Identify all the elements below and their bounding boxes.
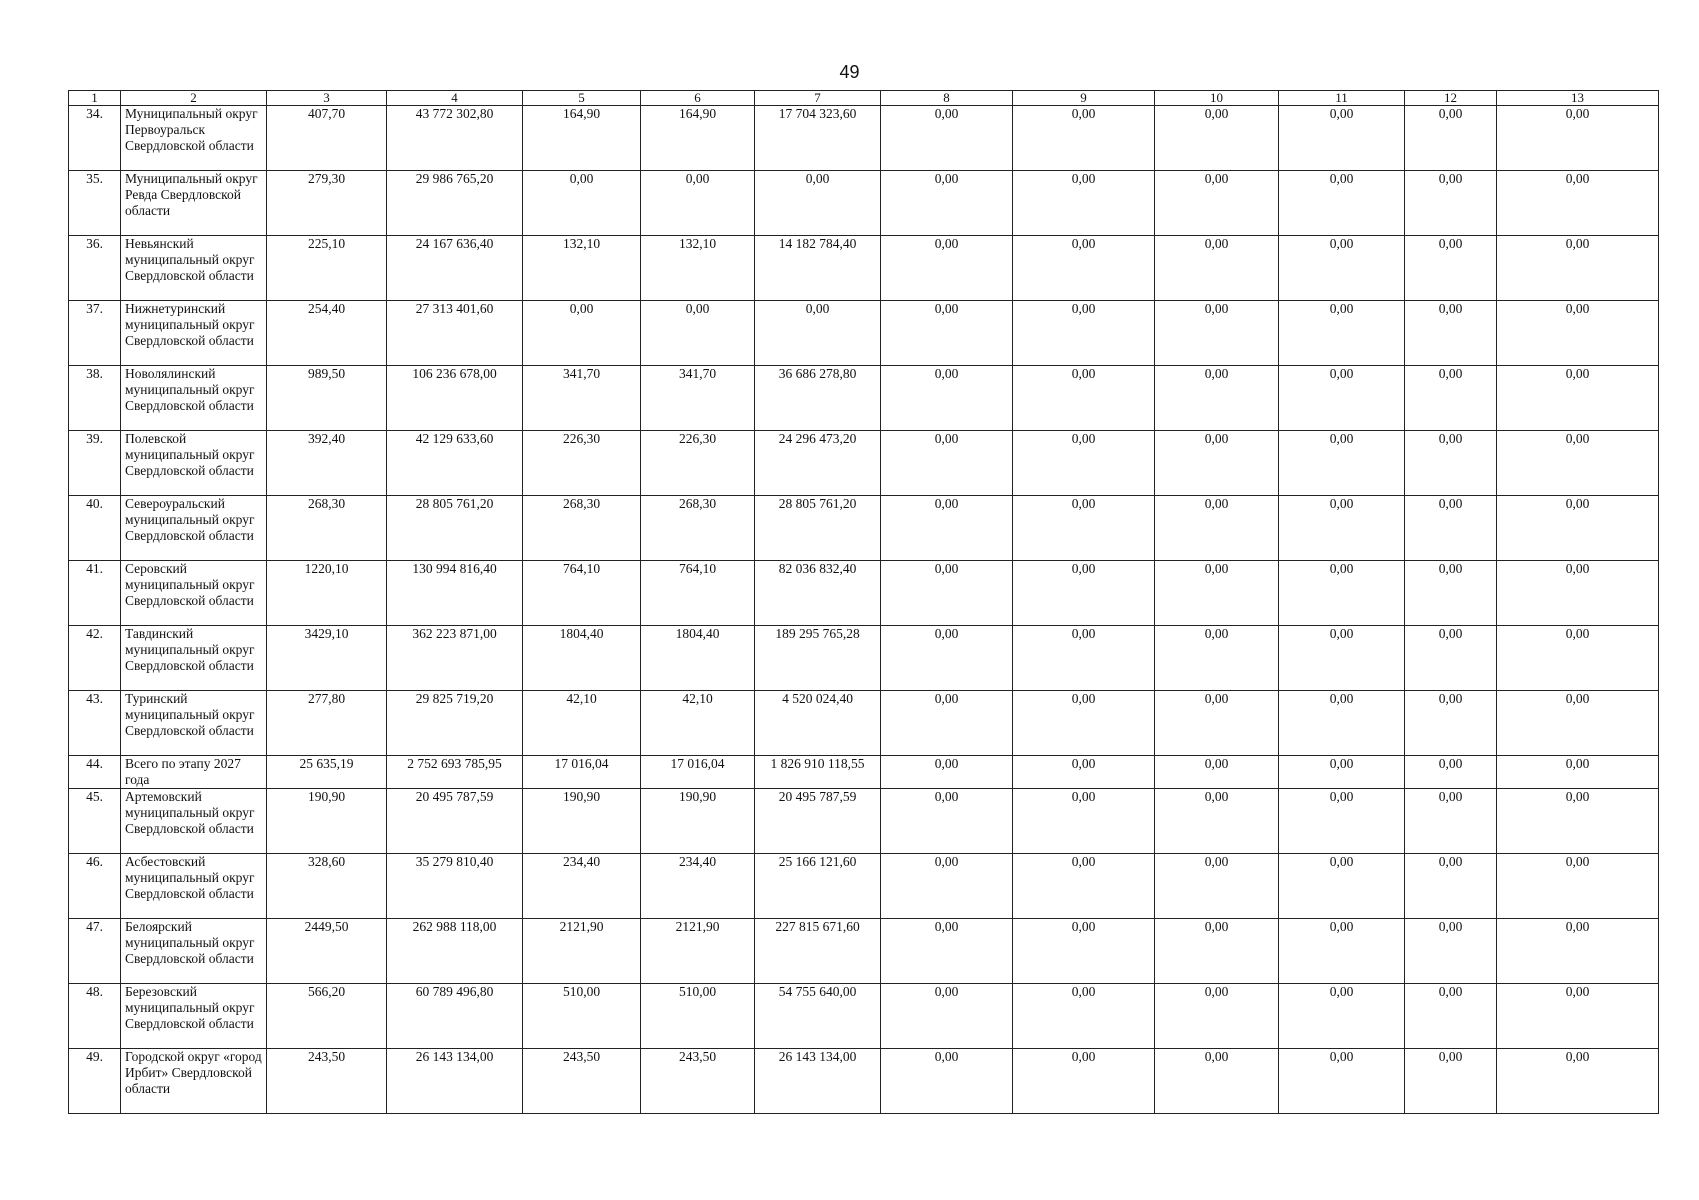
col-9-value: 0,00 — [1013, 756, 1155, 789]
col-13-value: 0,00 — [1497, 626, 1659, 691]
col-8-value: 0,00 — [881, 854, 1013, 919]
col-9-value: 0,00 — [1013, 561, 1155, 626]
col-13-value: 0,00 — [1497, 431, 1659, 496]
table-row — [69, 626, 1659, 691]
col-3-value: 392,40 — [267, 431, 387, 496]
col-8-value: 0,00 — [881, 626, 1013, 691]
col-10-value: 0,00 — [1155, 789, 1279, 854]
col-5-value: 132,10 — [523, 236, 641, 301]
col-10-value: 0,00 — [1155, 854, 1279, 919]
col-5-value: 234,40 — [523, 854, 641, 919]
col-6-value: 234,40 — [641, 854, 755, 919]
col-11-value: 0,00 — [1279, 431, 1405, 496]
table-row — [69, 301, 1659, 366]
col-4-value: 43 772 302,80 — [387, 106, 523, 171]
col-10-value: 0,00 — [1155, 236, 1279, 301]
column-header: 4 — [387, 91, 523, 106]
col-4-value: 29 825 719,20 — [387, 691, 523, 756]
column-header: 1 — [69, 91, 121, 106]
col-3-value: 566,20 — [267, 984, 387, 1049]
data-table — [68, 90, 1659, 1114]
col-13-value: 0,00 — [1497, 756, 1659, 789]
col-11-value: 0,00 — [1279, 301, 1405, 366]
column-header: 5 — [523, 91, 641, 106]
table-row — [69, 854, 1659, 919]
col-5-value: 341,70 — [523, 366, 641, 431]
col-12-value: 0,00 — [1405, 984, 1497, 1049]
municipality-name: Муниципальный округ Первоуральск Свердловской области — [121, 106, 267, 171]
col-6-value: 341,70 — [641, 366, 755, 431]
col-5-value: 2121,90 — [523, 919, 641, 984]
column-header: 7 — [755, 91, 881, 106]
col-6-value: 0,00 — [641, 171, 755, 236]
column-header: 6 — [641, 91, 755, 106]
col-4-value: 60 789 496,80 — [387, 984, 523, 1049]
column-header: 2 — [121, 91, 267, 106]
col-8-value: 0,00 — [881, 366, 1013, 431]
municipality-name: Невьянский муниципальный округ Свердловской области — [121, 236, 267, 301]
table-row — [69, 236, 1659, 301]
header-row — [69, 91, 1659, 106]
col-5-value: 764,10 — [523, 561, 641, 626]
col-12-value: 0,00 — [1405, 756, 1497, 789]
row-number: 44. — [69, 756, 121, 789]
col-11-value: 0,00 — [1279, 171, 1405, 236]
col-8-value: 0,00 — [881, 431, 1013, 496]
col-7-value: 54 755 640,00 — [755, 984, 881, 1049]
col-9-value: 0,00 — [1013, 431, 1155, 496]
col-6-value: 0,00 — [641, 301, 755, 366]
col-12-value: 0,00 — [1405, 789, 1497, 854]
col-3-value: 225,10 — [267, 236, 387, 301]
col-7-value: 227 815 671,60 — [755, 919, 881, 984]
col-7-value: 17 704 323,60 — [755, 106, 881, 171]
municipality-name: Березовский муниципальный округ Свердловской области — [121, 984, 267, 1049]
col-3-value: 243,50 — [267, 1049, 387, 1114]
col-12-value: 0,00 — [1405, 236, 1497, 301]
col-6-value: 510,00 — [641, 984, 755, 1049]
col-10-value: 0,00 — [1155, 984, 1279, 1049]
col-13-value: 0,00 — [1497, 496, 1659, 561]
col-4-value: 35 279 810,40 — [387, 854, 523, 919]
col-3-value: 25 635,19 — [267, 756, 387, 789]
col-11-value: 0,00 — [1279, 1049, 1405, 1114]
col-9-value: 0,00 — [1013, 919, 1155, 984]
col-8-value: 0,00 — [881, 301, 1013, 366]
col-6-value: 2121,90 — [641, 919, 755, 984]
col-12-value: 0,00 — [1405, 171, 1497, 236]
col-3-value: 277,80 — [267, 691, 387, 756]
col-5-value: 510,00 — [523, 984, 641, 1049]
col-9-value: 0,00 — [1013, 789, 1155, 854]
col-5-value: 226,30 — [523, 431, 641, 496]
municipality-name: Туринский муниципальный округ Свердловской области — [121, 691, 267, 756]
table-row — [69, 106, 1659, 171]
col-7-value: 1 826 910 118,55 — [755, 756, 881, 789]
table-row — [69, 561, 1659, 626]
col-9-value: 0,00 — [1013, 984, 1155, 1049]
row-number: 37. — [69, 301, 121, 366]
col-7-value: 14 182 784,40 — [755, 236, 881, 301]
row-number: 36. — [69, 236, 121, 301]
col-11-value: 0,00 — [1279, 854, 1405, 919]
col-4-value: 42 129 633,60 — [387, 431, 523, 496]
col-6-value: 226,30 — [641, 431, 755, 496]
table-row — [69, 919, 1659, 984]
col-13-value: 0,00 — [1497, 561, 1659, 626]
table-row — [69, 984, 1659, 1049]
col-8-value: 0,00 — [881, 496, 1013, 561]
col-3-value: 2449,50 — [267, 919, 387, 984]
col-11-value: 0,00 — [1279, 919, 1405, 984]
page-number: 49 — [839, 62, 860, 82]
col-3-value: 407,70 — [267, 106, 387, 171]
col-5-value: 1804,40 — [523, 626, 641, 691]
col-9-value: 0,00 — [1013, 366, 1155, 431]
col-5-value: 17 016,04 — [523, 756, 641, 789]
col-5-value: 0,00 — [523, 171, 641, 236]
municipality-name: Всего по этапу 2027 года — [121, 756, 267, 789]
municipality-name: Новолялинский муниципальный округ Свердловской области — [121, 366, 267, 431]
col-9-value: 0,00 — [1013, 301, 1155, 366]
col-8-value: 0,00 — [881, 236, 1013, 301]
col-8-value: 0,00 — [881, 789, 1013, 854]
col-10-value: 0,00 — [1155, 561, 1279, 626]
col-8-value: 0,00 — [881, 171, 1013, 236]
row-number: 40. — [69, 496, 121, 561]
col-7-value: 36 686 278,80 — [755, 366, 881, 431]
row-number: 39. — [69, 431, 121, 496]
col-9-value: 0,00 — [1013, 236, 1155, 301]
col-5-value: 190,90 — [523, 789, 641, 854]
col-12-value: 0,00 — [1405, 561, 1497, 626]
col-3-value: 279,30 — [267, 171, 387, 236]
col-3-value: 268,30 — [267, 496, 387, 561]
col-11-value: 0,00 — [1279, 756, 1405, 789]
col-6-value: 132,10 — [641, 236, 755, 301]
col-12-value: 0,00 — [1405, 1049, 1497, 1114]
col-6-value: 243,50 — [641, 1049, 755, 1114]
col-11-value: 0,00 — [1279, 236, 1405, 301]
col-13-value: 0,00 — [1497, 171, 1659, 236]
col-7-value: 25 166 121,60 — [755, 854, 881, 919]
col-10-value: 0,00 — [1155, 431, 1279, 496]
column-header: 11 — [1279, 91, 1405, 106]
col-12-value: 0,00 — [1405, 431, 1497, 496]
col-10-value: 0,00 — [1155, 496, 1279, 561]
table-row — [69, 366, 1659, 431]
col-12-value: 0,00 — [1405, 626, 1497, 691]
col-12-value: 0,00 — [1405, 106, 1497, 171]
col-7-value: 26 143 134,00 — [755, 1049, 881, 1114]
table-row — [69, 1049, 1659, 1114]
col-7-value: 20 495 787,59 — [755, 789, 881, 854]
municipality-name: Серовский муниципальный округ Свердловской области — [121, 561, 267, 626]
table-row — [69, 171, 1659, 236]
col-5-value: 164,90 — [523, 106, 641, 171]
col-9-value: 0,00 — [1013, 626, 1155, 691]
table-row — [69, 691, 1659, 756]
col-7-value: 28 805 761,20 — [755, 496, 881, 561]
col-12-value: 0,00 — [1405, 854, 1497, 919]
municipality-name: Североуральский муниципальный округ Свердловской области — [121, 496, 267, 561]
col-10-value: 0,00 — [1155, 106, 1279, 171]
column-header: 10 — [1155, 91, 1279, 106]
col-11-value: 0,00 — [1279, 496, 1405, 561]
col-4-value: 262 988 118,00 — [387, 919, 523, 984]
col-12-value: 0,00 — [1405, 496, 1497, 561]
col-8-value: 0,00 — [881, 1049, 1013, 1114]
col-11-value: 0,00 — [1279, 106, 1405, 171]
col-3-value: 3429,10 — [267, 626, 387, 691]
col-7-value: 189 295 765,28 — [755, 626, 881, 691]
col-11-value: 0,00 — [1279, 561, 1405, 626]
col-9-value: 0,00 — [1013, 1049, 1155, 1114]
col-13-value: 0,00 — [1497, 106, 1659, 171]
row-number: 41. — [69, 561, 121, 626]
col-5-value: 268,30 — [523, 496, 641, 561]
table-body — [69, 106, 1659, 1114]
row-number: 49. — [69, 1049, 121, 1114]
row-number: 43. — [69, 691, 121, 756]
table-row — [69, 789, 1659, 854]
col-11-value: 0,00 — [1279, 789, 1405, 854]
col-3-value: 1220,10 — [267, 561, 387, 626]
col-13-value: 0,00 — [1497, 366, 1659, 431]
col-11-value: 0,00 — [1279, 691, 1405, 756]
column-header: 13 — [1497, 91, 1659, 106]
col-10-value: 0,00 — [1155, 626, 1279, 691]
col-13-value: 0,00 — [1497, 1049, 1659, 1114]
col-13-value: 0,00 — [1497, 919, 1659, 984]
row-number: 48. — [69, 984, 121, 1049]
col-6-value: 17 016,04 — [641, 756, 755, 789]
municipality-name: Белоярский муниципальный округ Свердловской области — [121, 919, 267, 984]
col-13-value: 0,00 — [1497, 789, 1659, 854]
col-9-value: 0,00 — [1013, 496, 1155, 561]
col-4-value: 20 495 787,59 — [387, 789, 523, 854]
col-9-value: 0,00 — [1013, 691, 1155, 756]
col-12-value: 0,00 — [1405, 301, 1497, 366]
col-11-value: 0,00 — [1279, 626, 1405, 691]
column-header: 3 — [267, 91, 387, 106]
column-header: 9 — [1013, 91, 1155, 106]
col-13-value: 0,00 — [1497, 691, 1659, 756]
col-3-value: 989,50 — [267, 366, 387, 431]
row-number: 46. — [69, 854, 121, 919]
municipality-name: Артемовский муниципальный округ Свердловской области — [121, 789, 267, 854]
col-4-value: 362 223 871,00 — [387, 626, 523, 691]
col-9-value: 0,00 — [1013, 854, 1155, 919]
col-6-value: 1804,40 — [641, 626, 755, 691]
row-number: 38. — [69, 366, 121, 431]
row-number: 34. — [69, 106, 121, 171]
municipality-name: Полевской муниципальный округ Свердловской области — [121, 431, 267, 496]
col-13-value: 0,00 — [1497, 301, 1659, 366]
col-4-value: 27 313 401,60 — [387, 301, 523, 366]
col-4-value: 24 167 636,40 — [387, 236, 523, 301]
col-4-value: 29 986 765,20 — [387, 171, 523, 236]
col-6-value: 42,10 — [641, 691, 755, 756]
municipality-name: Муниципальный округ Ревда Свердловской области — [121, 171, 267, 236]
municipality-name: Городской округ «город Ирбит» Свердловской области — [121, 1049, 267, 1114]
table-row — [69, 756, 1659, 789]
col-9-value: 0,00 — [1013, 106, 1155, 171]
col-4-value: 26 143 134,00 — [387, 1049, 523, 1114]
col-3-value: 328,60 — [267, 854, 387, 919]
col-11-value: 0,00 — [1279, 984, 1405, 1049]
row-number: 47. — [69, 919, 121, 984]
col-10-value: 0,00 — [1155, 919, 1279, 984]
table-row — [69, 496, 1659, 561]
col-10-value: 0,00 — [1155, 301, 1279, 366]
column-header: 8 — [881, 91, 1013, 106]
col-10-value: 0,00 — [1155, 171, 1279, 236]
col-4-value: 2 752 693 785,95 — [387, 756, 523, 789]
col-6-value: 164,90 — [641, 106, 755, 171]
col-9-value: 0,00 — [1013, 171, 1155, 236]
col-8-value: 0,00 — [881, 919, 1013, 984]
col-3-value: 190,90 — [267, 789, 387, 854]
col-8-value: 0,00 — [881, 106, 1013, 171]
col-6-value: 268,30 — [641, 496, 755, 561]
column-header: 12 — [1405, 91, 1497, 106]
col-5-value: 0,00 — [523, 301, 641, 366]
col-6-value: 764,10 — [641, 561, 755, 626]
col-7-value: 82 036 832,40 — [755, 561, 881, 626]
col-13-value: 0,00 — [1497, 984, 1659, 1049]
row-number: 45. — [69, 789, 121, 854]
col-11-value: 0,00 — [1279, 366, 1405, 431]
col-7-value: 4 520 024,40 — [755, 691, 881, 756]
col-4-value: 106 236 678,00 — [387, 366, 523, 431]
col-7-value: 0,00 — [755, 171, 881, 236]
col-10-value: 0,00 — [1155, 756, 1279, 789]
col-4-value: 130 994 816,40 — [387, 561, 523, 626]
col-8-value: 0,00 — [881, 691, 1013, 756]
col-12-value: 0,00 — [1405, 691, 1497, 756]
col-7-value: 0,00 — [755, 301, 881, 366]
col-3-value: 254,40 — [267, 301, 387, 366]
col-12-value: 0,00 — [1405, 366, 1497, 431]
col-12-value: 0,00 — [1405, 919, 1497, 984]
municipality-name: Тавдинский муниципальный округ Свердловской области — [121, 626, 267, 691]
col-10-value: 0,00 — [1155, 691, 1279, 756]
col-5-value: 243,50 — [523, 1049, 641, 1114]
col-7-value: 24 296 473,20 — [755, 431, 881, 496]
col-8-value: 0,00 — [881, 561, 1013, 626]
col-10-value: 0,00 — [1155, 366, 1279, 431]
municipality-name: Асбестовский муниципальный округ Свердловской области — [121, 854, 267, 919]
col-8-value: 0,00 — [881, 756, 1013, 789]
col-5-value: 42,10 — [523, 691, 641, 756]
col-6-value: 190,90 — [641, 789, 755, 854]
row-number: 42. — [69, 626, 121, 691]
col-8-value: 0,00 — [881, 984, 1013, 1049]
row-number: 35. — [69, 171, 121, 236]
col-4-value: 28 805 761,20 — [387, 496, 523, 561]
municipality-name: Нижнетуринский муниципальный округ Свердловской области — [121, 301, 267, 366]
table-row — [69, 431, 1659, 496]
col-10-value: 0,00 — [1155, 1049, 1279, 1114]
col-13-value: 0,00 — [1497, 854, 1659, 919]
col-13-value: 0,00 — [1497, 236, 1659, 301]
